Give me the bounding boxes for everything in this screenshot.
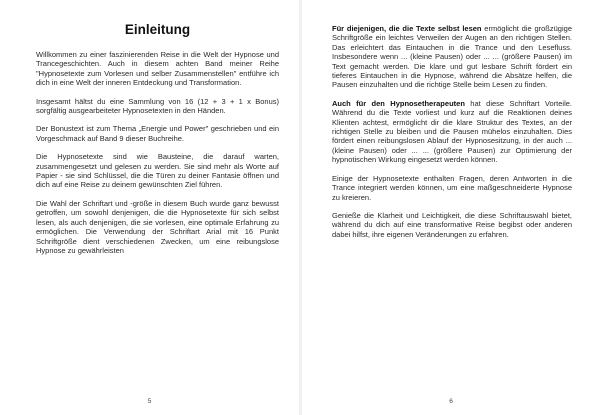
paragraph-questions	[332, 174, 572, 202]
paragraph-lead: Auch für den Hypnosetherapeuten	[332, 98, 465, 108]
intro-paragraph-font-choice: Die Wahl der Schriftart und -größe in diesem Buch wurde ganz bewusst getroffen, um sowohl denjenigen, die die Hypnosetexte für sich selbst lesen, als auch denjenigen, die sie vorlesen, eine optimale Erfahrung zu ermöglichen. Die Verwendung der Schriftart Arial mit 16 Punkt Schriftgröße dient verschiedenen Zwecken, um eine reibungslose Hypnose zu gewährleisten	[36, 198, 279, 255]
paragraph-self-readers	[332, 24, 572, 90]
page-heading: Einleitung	[124, 22, 191, 37]
intro-paragraph-collection: Insgesamt hältst du eine Sammlung von 16 (12 + 3 + 1 x Bonus) sorgfältig ausgearbeiteter Hypnosetexten in den Händen.	[36, 96, 279, 116]
intro-paragraph-building-blocks: Die Hypnosetexte sind wie Bausteine, die darauf warten, zusammengesetzt und gelesen zu werden. Sie sind mehr als Worte auf Papier - sie sind Schlüssel, die die Türen zu deiner Fantasie öffnen und dich auf eine Reise zu deinem gewünschten Ziel führen.	[36, 152, 279, 190]
paragraph-enjoy	[332, 211, 572, 239]
paragraph-text: ermöglicht die großzügige Schriftgröße ein leichtes Verweilen der Augen an den richtigen Stellen. Das erleichtert das Eintauchen in die Trance und den Lesefluss. Insbesondere wenn ... (kleine Pausen) oder ... ... (größere Pausen) im Text gemacht werden. Die klare und gut lesbare Schrift fördert ein tieferes Eintauchen in die Hypnose, während die Absätze helfen, die Pausen einzuhalten und die richtige Stelle beim Lesen zu finden.	[332, 24, 572, 90]
page-number-left: 5	[147, 398, 152, 405]
intro-paragraph-welcome: Willkommen zu einer faszinierenden Reise in die Welt der Hypnose und Trancegeschichten. Auch in diesem achten Band meiner Reihe "Hypnosetexte zum Vorlesen und selber Zusammenstellen" entführe ich dich in eine Welt der inneren Entdeckung und Transformation.	[36, 50, 279, 88]
paragraph-lead: Für diejenigen, die die Texte selbst lesen	[332, 24, 482, 33]
paragraph-text: hat diese Schriftart Vorteile. Während du die Texte vorliest und kurz auf die Reaktionen deines Klienten achtest, ermöglicht dir die klare Struktur des Textes, an der richtigen Stelle zu bleiben und die Pausen mühelos einzuhalten. Dies fördert einen reibungslosen Ablauf der Hypnosesitzung, in der auch ... (kleine Pausen) oder ... ... (größere Pausen) zur Optimierung der hypnotischen Wirkung eingesetzt werden können.	[332, 98, 572, 165]
left-page	[0, 0, 299, 415]
paragraph-therapists	[332, 99, 572, 165]
intro-paragraph-bonus: Der Bonustext ist zum Thema „Energie und Power" geschrieben und ein Vorgeschmack auf Band 9 dieser Buchreihe.	[36, 124, 279, 143]
right-page	[302, 0, 600, 415]
page-number-right: 6	[449, 398, 453, 405]
paragraph-text: Einige der Hypnosetexte enthalten Fragen, deren Antworten in die Trance integriert werden können, um eine maßgeschneiderte Hypnose zu kreieren.	[332, 173, 572, 202]
paragraph-text: Genieße die Klarheit und Leichtigkeit, die diese Schriftauswahl bietet, während du dich auf eine transformative Reise begibst oder anderen dabei hilfst, ihre eigenen Veränderungen zu erfahren.	[332, 210, 572, 239]
